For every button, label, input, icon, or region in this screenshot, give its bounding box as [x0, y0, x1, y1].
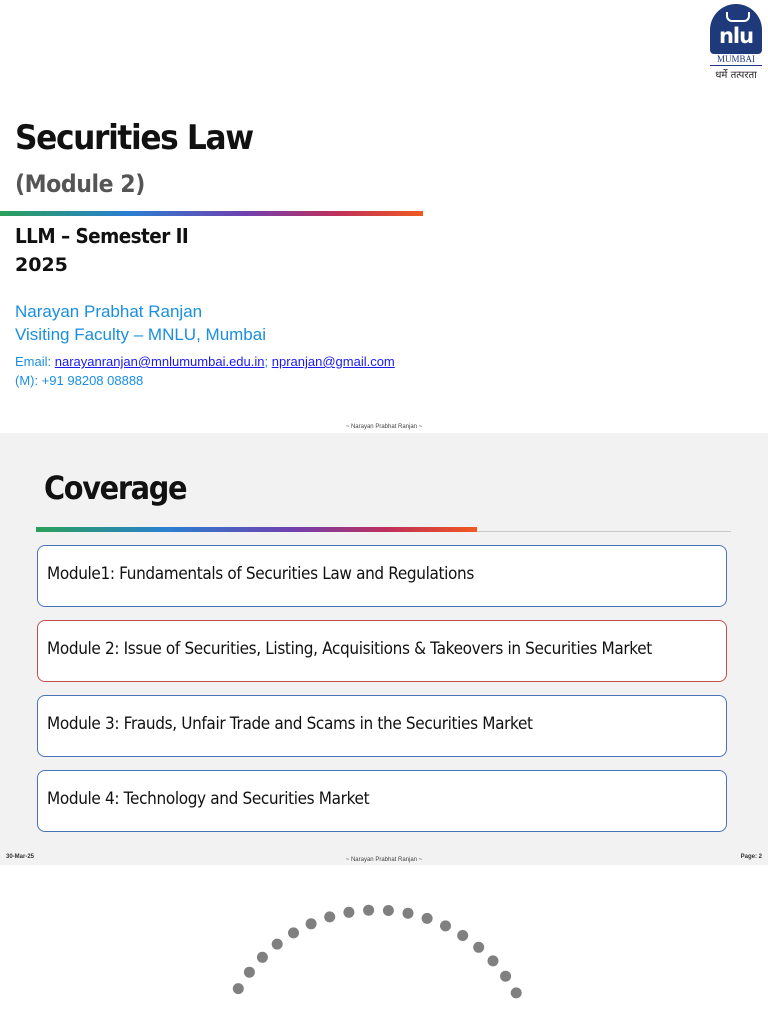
- arc-dot: [511, 987, 522, 998]
- coverage-slide: [0, 433, 768, 865]
- arc-dot: [288, 927, 299, 938]
- slide-subtitle: (Module 2): [15, 170, 145, 198]
- arc-dot: [343, 907, 354, 918]
- next-slide-partial: [0, 865, 768, 1024]
- arc-dot: [488, 955, 499, 966]
- page-number: Page: 2: [740, 854, 762, 860]
- logo-city: MUMBAI: [710, 54, 762, 66]
- email-separator: ;: [264, 354, 272, 369]
- arc-dot: [272, 939, 283, 950]
- module-1-label: Module1: Fundamentals of Securities Law and Regulations: [47, 564, 474, 584]
- arc-dot: [306, 918, 317, 929]
- arc-dot: [363, 905, 374, 916]
- year-label: 2025: [15, 254, 68, 276]
- nlu-mumbai-logo: [708, 4, 764, 82]
- slide-footer: ~ Narayan Prabhat Ranjan ~: [345, 857, 423, 863]
- arc-dot: [257, 952, 268, 963]
- slide-footer: ~ Narayan Prabhat Ranjan ~: [345, 424, 423, 430]
- logo-text: nlu: [718, 24, 754, 48]
- divider-rule: [477, 531, 731, 532]
- arc-dot: [244, 967, 255, 978]
- coverage-title: Coverage: [44, 469, 187, 507]
- module-4-label: Module 4: Technology and Securities Market: [47, 789, 370, 809]
- logo-badge: [710, 4, 762, 54]
- arc-dot: [422, 913, 433, 924]
- phone-number: (M): +91 98208 08888: [15, 373, 144, 388]
- book-icon: [726, 12, 750, 22]
- email-link-secondary[interactable]: npranjan@gmail.com: [271, 354, 395, 369]
- program-label: LLM – Semester II: [15, 224, 189, 248]
- email-label: Email:: [15, 354, 55, 369]
- author-name: Narayan Prabhat Ranjan: [15, 302, 203, 321]
- arc-dot: [440, 920, 451, 931]
- arc-dot: [383, 905, 394, 916]
- logo-motto: धर्मे तत्परता: [715, 70, 757, 81]
- module-2-label: Module 2: Issue of Securities, Listing, Acquisitions & Takeovers in Securities Market: [47, 639, 652, 659]
- email-link-primary[interactable]: narayanranjan@mnlumumbai.edu.in: [54, 354, 265, 369]
- module-3-label: Module 3: Frauds, Unfair Trade and Scams in the Securities Market: [47, 714, 533, 734]
- module-3-box: [37, 695, 727, 757]
- gradient-divider: [36, 527, 477, 532]
- arc-dot: [403, 908, 414, 919]
- gradient-divider: [0, 211, 423, 216]
- module-1-box: [37, 545, 727, 607]
- arc-dot: [233, 983, 244, 994]
- arc-dot: [473, 942, 484, 953]
- title-slide: [0, 0, 768, 433]
- email-line: [15, 354, 395, 369]
- arc-dot: [324, 911, 335, 922]
- arc-dot: [457, 930, 468, 941]
- arc-dot: [500, 971, 511, 982]
- author-affiliation: Visiting Faculty – MNLU, Mumbai: [15, 325, 266, 344]
- module-4-box: [37, 770, 727, 832]
- slide-date: 30-Mar-25: [6, 854, 35, 860]
- dotted-arc-graphic: [0, 865, 768, 1024]
- slide-title: Securities Law: [15, 118, 253, 158]
- module-2-box: [37, 620, 727, 682]
